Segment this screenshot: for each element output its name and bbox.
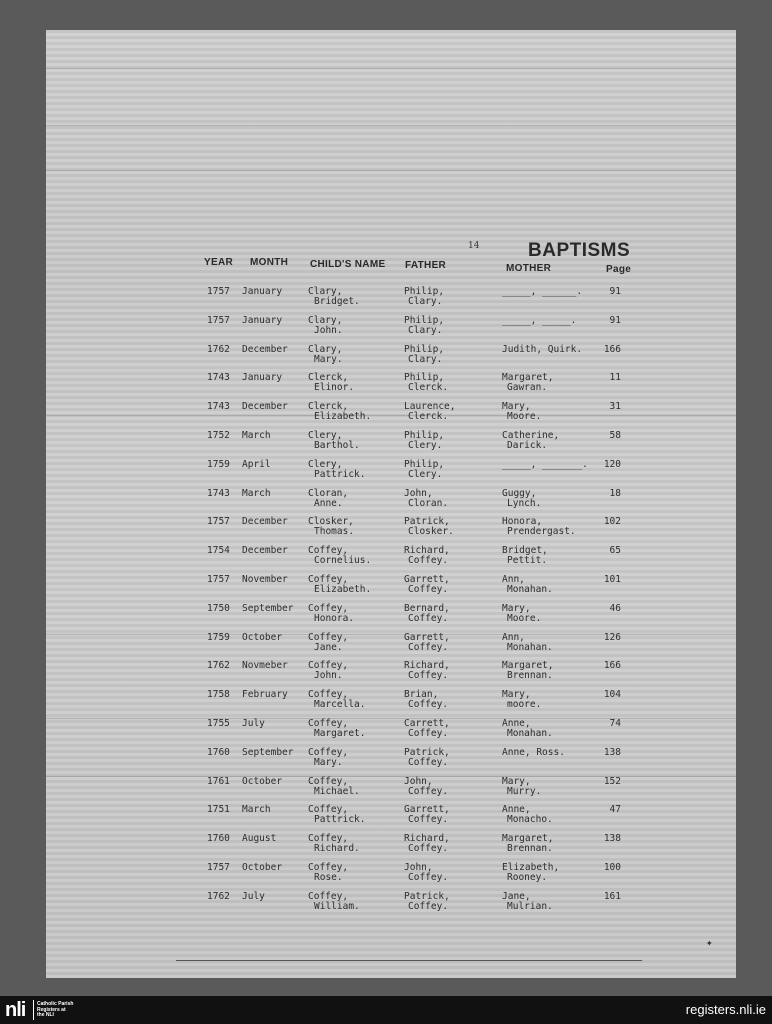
record-year: 1759 <box>207 631 230 643</box>
record-month: August <box>242 833 277 845</box>
record-child-surname: Coffey, <box>308 775 349 787</box>
record-father-forename: Garrett, <box>404 631 450 643</box>
record-father-forename: John, <box>404 862 433 873</box>
record-mother-forename: Catherine, <box>502 430 560 441</box>
record-child-forename: Marcella. <box>314 699 366 711</box>
record-mother-forename: Honora, <box>502 516 543 528</box>
record-year: 1754 <box>207 545 230 557</box>
table-row <box>46 575 736 604</box>
record-mother-forename: Margaret, <box>502 833 554 845</box>
logo-line-2: Registers at <box>37 1006 66 1013</box>
record-mother-forename: Mary, <box>502 602 531 614</box>
record-child-surname: Clary, <box>308 343 343 355</box>
record-month: April <box>242 458 271 470</box>
record-month: July <box>242 718 265 729</box>
table-row <box>46 402 736 431</box>
record-month: March <box>242 804 271 816</box>
record-father-surname: Coffey. <box>408 843 449 855</box>
table-row <box>46 373 736 402</box>
record-child-surname: Coffey, <box>308 833 349 845</box>
record-year: 1762 <box>207 660 230 672</box>
record-mother-surname: Prendergast. <box>507 526 576 538</box>
record-mother-forename: Elizabeth, <box>502 862 560 873</box>
record-year: 1743 <box>207 487 230 499</box>
record-page: 18 <box>609 487 621 499</box>
record-year: 1755 <box>207 718 230 729</box>
table-row <box>46 345 736 374</box>
record-mother-forename: Guggy, <box>502 487 537 499</box>
record-page: 120 <box>603 458 621 470</box>
table-row <box>46 690 736 719</box>
record-month: March <box>242 430 271 441</box>
record-mother-surname: Monahan. <box>507 728 553 739</box>
record-month: November <box>242 574 288 585</box>
table-row <box>46 805 736 834</box>
record-mother-surname: moore. <box>507 699 542 711</box>
record-mother-surname: Moore. <box>507 612 542 624</box>
record-father-forename: Brian, <box>404 689 439 701</box>
record-mother-forename: _____, _______. <box>502 458 588 470</box>
record-father-forename: Philip, <box>404 372 445 384</box>
record-child-forename: Pattrick. <box>314 814 366 826</box>
record-father-forename: Carrett, <box>404 718 450 729</box>
record-month: March <box>242 487 271 499</box>
record-mother-forename: Mary, <box>502 689 531 701</box>
record-mother-surname: Lynch. <box>507 497 542 509</box>
record-year: 1760 <box>207 833 230 845</box>
record-child-surname: Coffey, <box>308 746 349 758</box>
record-mother-surname: Monahan. <box>507 641 553 653</box>
record-month: September <box>242 602 294 614</box>
record-father-forename: Richard, <box>404 833 450 845</box>
record-child-forename: Thomas. <box>314 526 355 538</box>
record-year: 1757 <box>207 574 230 585</box>
record-mother-surname: Brennan. <box>507 843 553 855</box>
record-month: December <box>242 401 288 413</box>
record-father-surname: Coffey. <box>408 756 449 768</box>
record-mother-surname: Mulrian. <box>507 900 553 912</box>
table-row <box>46 316 736 345</box>
record-page: 138 <box>603 833 621 845</box>
record-page: 161 <box>603 890 621 902</box>
record-page: 65 <box>609 545 621 557</box>
record-father-forename: Philip, <box>404 314 445 326</box>
record-mother-forename: Mary, <box>502 401 531 413</box>
record-father-surname: Coffey. <box>408 555 449 567</box>
record-father-forename: Philip, <box>404 458 445 470</box>
record-child-forename: Jane. <box>314 641 343 653</box>
column-header-page: Page <box>606 264 632 275</box>
record-child-forename: Mary. <box>314 756 343 768</box>
record-month: September <box>242 746 294 758</box>
column-header-father: FATHER <box>405 260 447 271</box>
record-mother-surname: Monahan. <box>507 584 553 595</box>
record-page: 166 <box>603 343 621 355</box>
record-child-forename: Richard. <box>314 843 360 855</box>
record-month: October <box>242 631 283 643</box>
record-child-forename: Bridget. <box>314 296 360 307</box>
record-mother-forename: Ann, <box>502 631 525 643</box>
record-father-surname: Clery. <box>408 468 443 480</box>
record-father-surname: Coffey. <box>408 785 449 797</box>
record-father-forename: Bernard, <box>404 602 450 614</box>
record-year: 1743 <box>207 401 230 413</box>
nli-logo: nli <box>5 999 26 1021</box>
record-year: 1743 <box>207 372 230 384</box>
record-father-surname: Clary. <box>408 353 443 365</box>
record-month: October <box>242 775 283 787</box>
record-father-surname: Coffey. <box>408 814 449 826</box>
record-child-surname: Coffey, <box>308 574 349 585</box>
record-father-surname: Cloran. <box>408 497 449 509</box>
record-page: 166 <box>603 660 621 672</box>
record-year: 1757 <box>207 516 230 528</box>
record-year: 1762 <box>207 890 230 902</box>
record-mother-forename: Jane, <box>502 890 531 902</box>
record-mother-forename: Margaret, <box>502 660 554 672</box>
record-year: 1759 <box>207 458 230 470</box>
record-month: January <box>242 372 283 384</box>
record-mother-forename: Anne, <box>502 718 531 729</box>
record-mother-surname: Murry. <box>507 785 542 797</box>
record-child-forename: William. <box>314 900 360 912</box>
record-father-surname: Coffey. <box>408 699 449 711</box>
bottom-rule <box>176 960 642 961</box>
record-child-surname: Coffey, <box>308 660 349 672</box>
record-mother-forename: _____, _____. <box>502 314 577 326</box>
record-father-forename: Philip, <box>404 286 445 297</box>
record-child-forename: Michael. <box>314 785 360 797</box>
ink-mark: ✦ <box>706 936 713 949</box>
record-mother-forename: Judith, Quirk. <box>502 343 583 355</box>
record-month: January <box>242 286 283 297</box>
record-year: 1751 <box>207 804 230 816</box>
record-year: 1762 <box>207 343 230 355</box>
logo-line-1: Catholic Parish <box>37 1001 74 1007</box>
record-child-surname: Clery, <box>308 458 343 470</box>
record-child-surname: Coffey, <box>308 631 349 643</box>
logo-line-3: the NLI <box>37 1012 54 1018</box>
record-page: 91 <box>609 286 621 297</box>
table-row <box>46 633 736 662</box>
table-row <box>46 489 736 518</box>
table-row <box>46 892 736 921</box>
record-child-forename: John. <box>314 670 343 682</box>
record-father-forename: John, <box>404 775 433 787</box>
record-child-forename: Elizabeth. <box>314 584 372 595</box>
record-child-surname: Coffey, <box>308 602 349 614</box>
record-mother-forename: Mary, <box>502 775 531 787</box>
column-header-month: MONTH <box>250 257 289 268</box>
site-link[interactable]: registers.nli.ie <box>685 1002 766 1017</box>
record-page: 126 <box>603 631 621 643</box>
record-father-surname: Coffey. <box>408 900 449 912</box>
record-month: December <box>242 545 288 557</box>
record-father-surname: Clery. <box>408 440 443 451</box>
record-father-surname: Clerck. <box>408 382 449 394</box>
record-year: 1750 <box>207 602 230 614</box>
record-father-surname: Coffey. <box>408 670 449 682</box>
record-father-surname: Clary. <box>408 324 443 336</box>
record-page: 74 <box>609 718 621 729</box>
record-mother-forename: Margaret, <box>502 372 554 384</box>
record-child-surname: Clerck, <box>308 372 349 384</box>
footer-bar <box>0 996 772 1024</box>
nli-logo-text <box>37 1002 73 1019</box>
record-page: 102 <box>603 516 621 528</box>
table-row <box>46 604 736 633</box>
table-row <box>46 719 736 748</box>
record-mother-forename: _____, ______. <box>502 286 583 297</box>
record-father-forename: Richard, <box>404 545 450 557</box>
record-mother-surname: Pettit. <box>507 555 548 567</box>
record-mother-forename: Bridget, <box>502 545 548 557</box>
record-child-forename: Mary. <box>314 353 343 365</box>
record-child-forename: Anne. <box>314 497 343 509</box>
record-mother-surname: Brennan. <box>507 670 553 682</box>
record-page: 104 <box>603 689 621 701</box>
record-mother-surname: Darick. <box>507 440 548 451</box>
table-row <box>46 661 736 690</box>
record-year: 1760 <box>207 746 230 758</box>
record-month: January <box>242 314 283 326</box>
register-page <box>46 30 736 978</box>
record-child-surname: Coffey, <box>308 804 349 816</box>
record-mother-forename: Anne, <box>502 804 531 816</box>
record-page: 47 <box>609 804 621 816</box>
record-child-forename: Elizabeth. <box>314 411 372 423</box>
record-father-forename: Patrick, <box>404 746 450 758</box>
record-child-surname: Coffey, <box>308 862 349 873</box>
record-father-forename: Patrick, <box>404 890 450 902</box>
column-header-child: CHILD'S NAME <box>310 259 386 270</box>
record-mother-surname: Rooney. <box>507 872 548 883</box>
record-page: 58 <box>609 430 621 441</box>
record-year: 1757 <box>207 286 230 297</box>
record-child-surname: Coffey, <box>308 718 349 729</box>
record-father-surname: Coffey. <box>408 612 449 624</box>
record-father-forename: Richard, <box>404 660 450 672</box>
record-month: February <box>242 689 288 701</box>
table-row <box>46 431 736 460</box>
record-father-forename: Garrett, <box>404 574 450 585</box>
record-year: 1757 <box>207 862 230 873</box>
column-header-mother: MOTHER <box>506 263 552 274</box>
record-page: 101 <box>603 574 621 585</box>
record-father-surname: Closker. <box>408 526 454 538</box>
table-row <box>46 460 736 489</box>
record-child-surname: Coffey, <box>308 545 349 557</box>
table-row <box>46 546 736 575</box>
record-mother-surname: Gawran. <box>507 382 548 394</box>
record-child-surname: Clery, <box>308 430 343 441</box>
record-child-forename: John. <box>314 324 343 336</box>
record-father-surname: Coffey. <box>408 641 449 653</box>
record-child-surname: Clary, <box>308 314 343 326</box>
record-mother-forename: Ann, <box>502 574 525 585</box>
record-child-surname: Clary, <box>308 286 343 297</box>
record-page: 11 <box>609 372 621 384</box>
record-father-surname: Clary. <box>408 296 443 307</box>
record-mother-surname: Moore. <box>507 411 542 423</box>
record-father-forename: Garrett, <box>404 804 450 816</box>
record-father-surname: Coffey. <box>408 584 449 595</box>
record-month: December <box>242 516 288 528</box>
record-month: October <box>242 862 283 873</box>
record-child-surname: Coffey, <box>308 689 349 701</box>
table-row <box>46 287 736 316</box>
record-mother-surname: Monacho. <box>507 814 553 826</box>
record-child-forename: Elinor. <box>314 382 355 394</box>
record-page: 152 <box>603 775 621 787</box>
record-father-surname: Clerck. <box>408 411 449 423</box>
record-father-forename: Patrick, <box>404 516 450 528</box>
record-page: 138 <box>603 746 621 758</box>
page-number: 14 <box>468 241 480 251</box>
column-header-year: YEAR <box>204 257 233 268</box>
record-child-forename: Pattrick. <box>314 468 366 480</box>
table-row <box>46 863 736 892</box>
page-title: BAPTISMS <box>528 240 631 261</box>
record-father-forename: Laurence, <box>404 401 456 413</box>
record-father-forename: Philip, <box>404 343 445 355</box>
record-child-surname: Cloran, <box>308 487 349 499</box>
record-child-surname: Clerck, <box>308 401 349 413</box>
record-father-forename: John, <box>404 487 433 499</box>
record-year: 1761 <box>207 775 230 787</box>
record-child-forename: Barthol. <box>314 440 360 451</box>
record-month: July <box>242 890 265 902</box>
record-page: 31 <box>609 401 621 413</box>
table-row <box>46 777 736 806</box>
record-child-forename: Cornelius. <box>314 555 372 567</box>
record-page: 91 <box>609 314 621 326</box>
record-child-surname: Coffey, <box>308 890 349 902</box>
record-month: Novmeber <box>242 660 288 672</box>
record-child-forename: Honora. <box>314 612 355 624</box>
record-father-surname: Coffey. <box>408 872 449 883</box>
table-row <box>46 517 736 546</box>
record-month: December <box>242 343 288 355</box>
record-page: 100 <box>603 862 621 873</box>
record-mother-forename: Anne, Ross. <box>502 746 565 758</box>
record-child-forename: Margaret. <box>314 728 366 739</box>
record-year: 1758 <box>207 689 230 701</box>
record-year: 1757 <box>207 314 230 326</box>
table-row <box>46 748 736 777</box>
record-page: 46 <box>609 602 621 614</box>
table-row <box>46 834 736 863</box>
record-child-forename: Rose. <box>314 872 343 883</box>
record-child-surname: Closker, <box>308 516 354 528</box>
record-father-forename: Philip, <box>404 430 445 441</box>
logo-divider <box>33 1000 34 1020</box>
record-father-surname: Coffey. <box>408 728 449 739</box>
record-year: 1752 <box>207 430 230 441</box>
